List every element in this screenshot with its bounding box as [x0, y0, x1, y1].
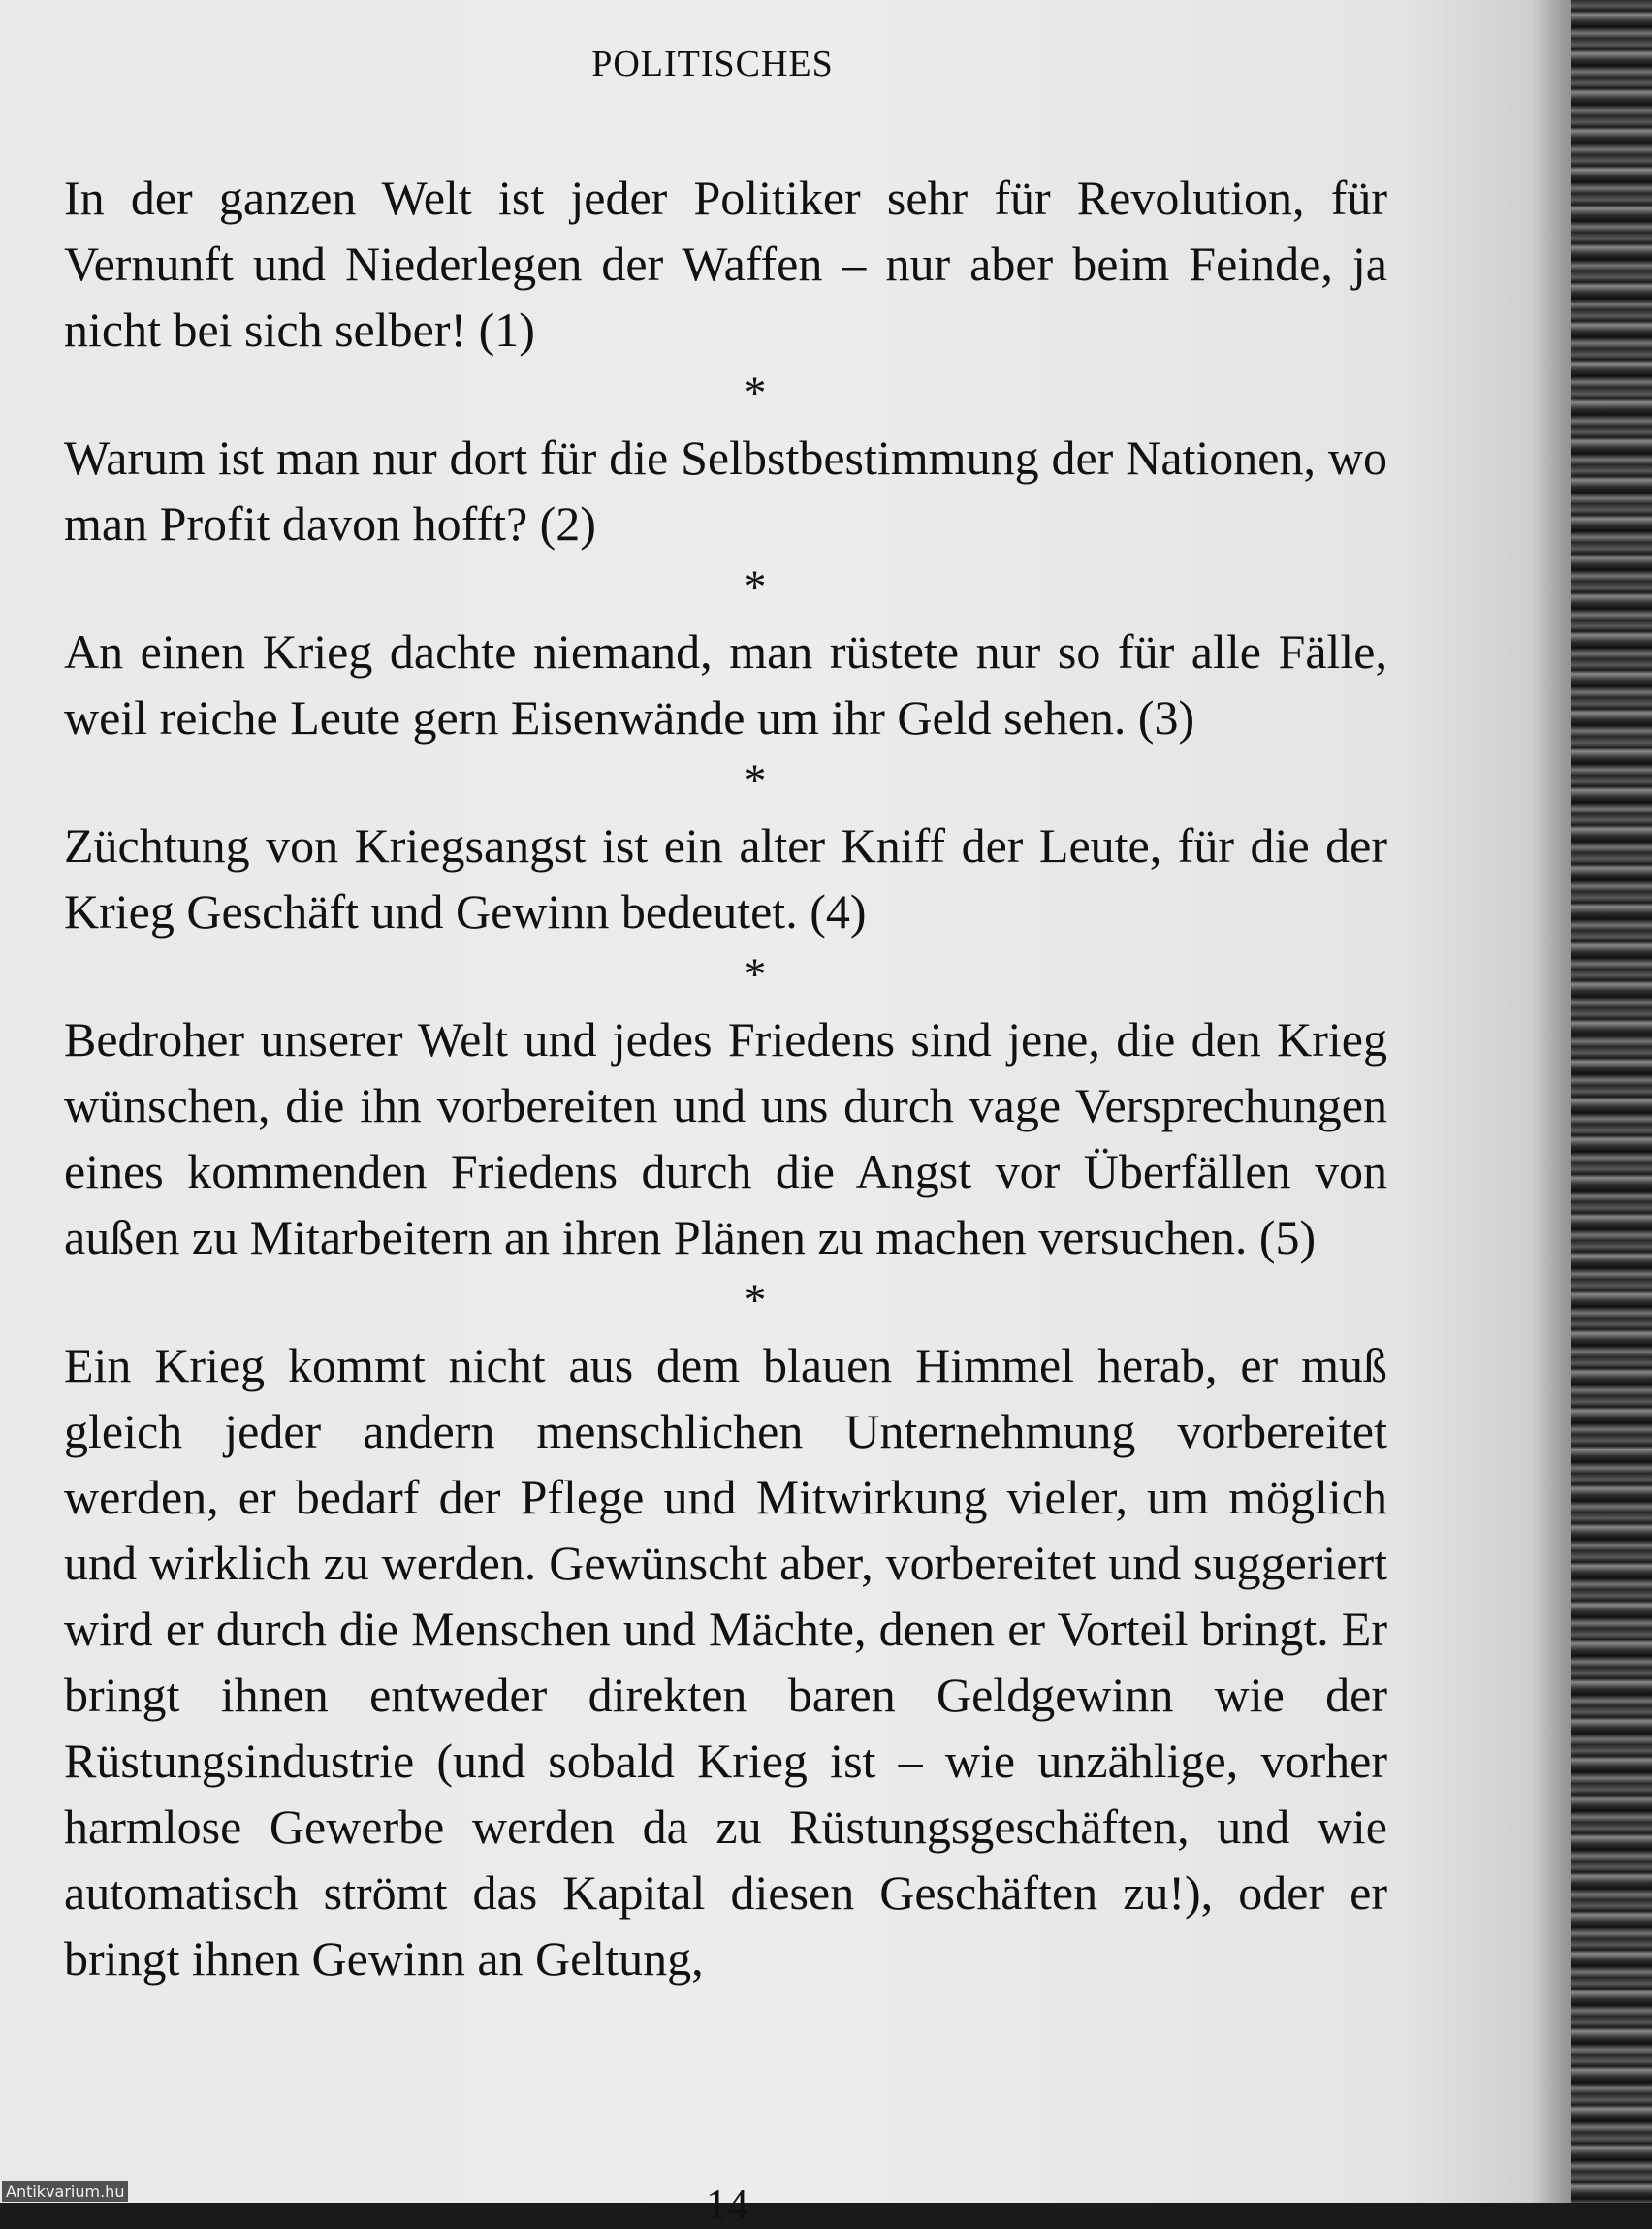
paragraph-2: Warum ist man nur dort für die Selbstbestimmung der Nationen, wo man Profit davon hofft? (2)	[64, 430, 1387, 551]
section-separator-2: *	[743, 561, 767, 613]
running-head: POLITISCHES	[591, 44, 834, 84]
paragraph-5: Bedroher unserer Welt und jedes Friedens sind jene, die den Krieg wünschen, die ihn vorbereiten und uns durch vage Versprechungen eines kommenden Friedens durch die Angst vor Überfällen von außen zu Mitarbeitern an ihren Plänen zu machen versuchen. (5)	[64, 1012, 1387, 1264]
paragraph-1: In der ganzen Welt ist jeder Politiker sehr für Revolution, für Vernunft und Niederlegen der Waffen – nur aber beim Feinde, ja nicht bei sich selber! (1)	[64, 171, 1387, 357]
page-number: 14	[706, 2181, 748, 2228]
watermark-label: Antikvarium.hu	[2, 2181, 128, 2202]
body-text	[64, 165, 1387, 1991]
paragraph-4: Züchtung von Kriegsangst ist ein alter Kniff der Leute, für die der Krieg Geschäft und Gewinn bedeutet. (4)	[64, 818, 1387, 939]
section-separator-5: *	[743, 1275, 767, 1326]
section-separator-1: *	[743, 367, 767, 419]
section-separator-4: *	[743, 949, 767, 1001]
paragraph-3: An einen Krieg dachte niemand, man rüstete nur so für alle Fälle, weil reiche Leute gern Eisenwände um ihr Geld sehen. (3)	[64, 624, 1387, 745]
section-separator-3: *	[743, 755, 767, 807]
book-page-edges	[1571, 0, 1652, 2203]
paragraph-6: Ein Krieg kommt nicht aus dem blauen Himmel herab, er muß gleich jeder andern menschlichen Unternehmung vorbereitet werden, er bedarf der Pflege und Mitwirkung vieler, um möglich und wirklich zu werden. Gewünscht aber, vorbereitet und suggeriert wird er durch die Menschen und Mächte, denen er Vorteil bringt. Er bringt ihnen entweder direkten baren Geldgewinn wie der Rüstungsindustrie (und sobald Krieg ist – wie unzählige, vorher harmlose Gewerbe werden da zu Rüstungsgeschäften, und wie automatisch strömt das Kapital diesen Geschäften zu!), oder er bringt ihnen Gewinn an Geltung,	[64, 1338, 1387, 1986]
